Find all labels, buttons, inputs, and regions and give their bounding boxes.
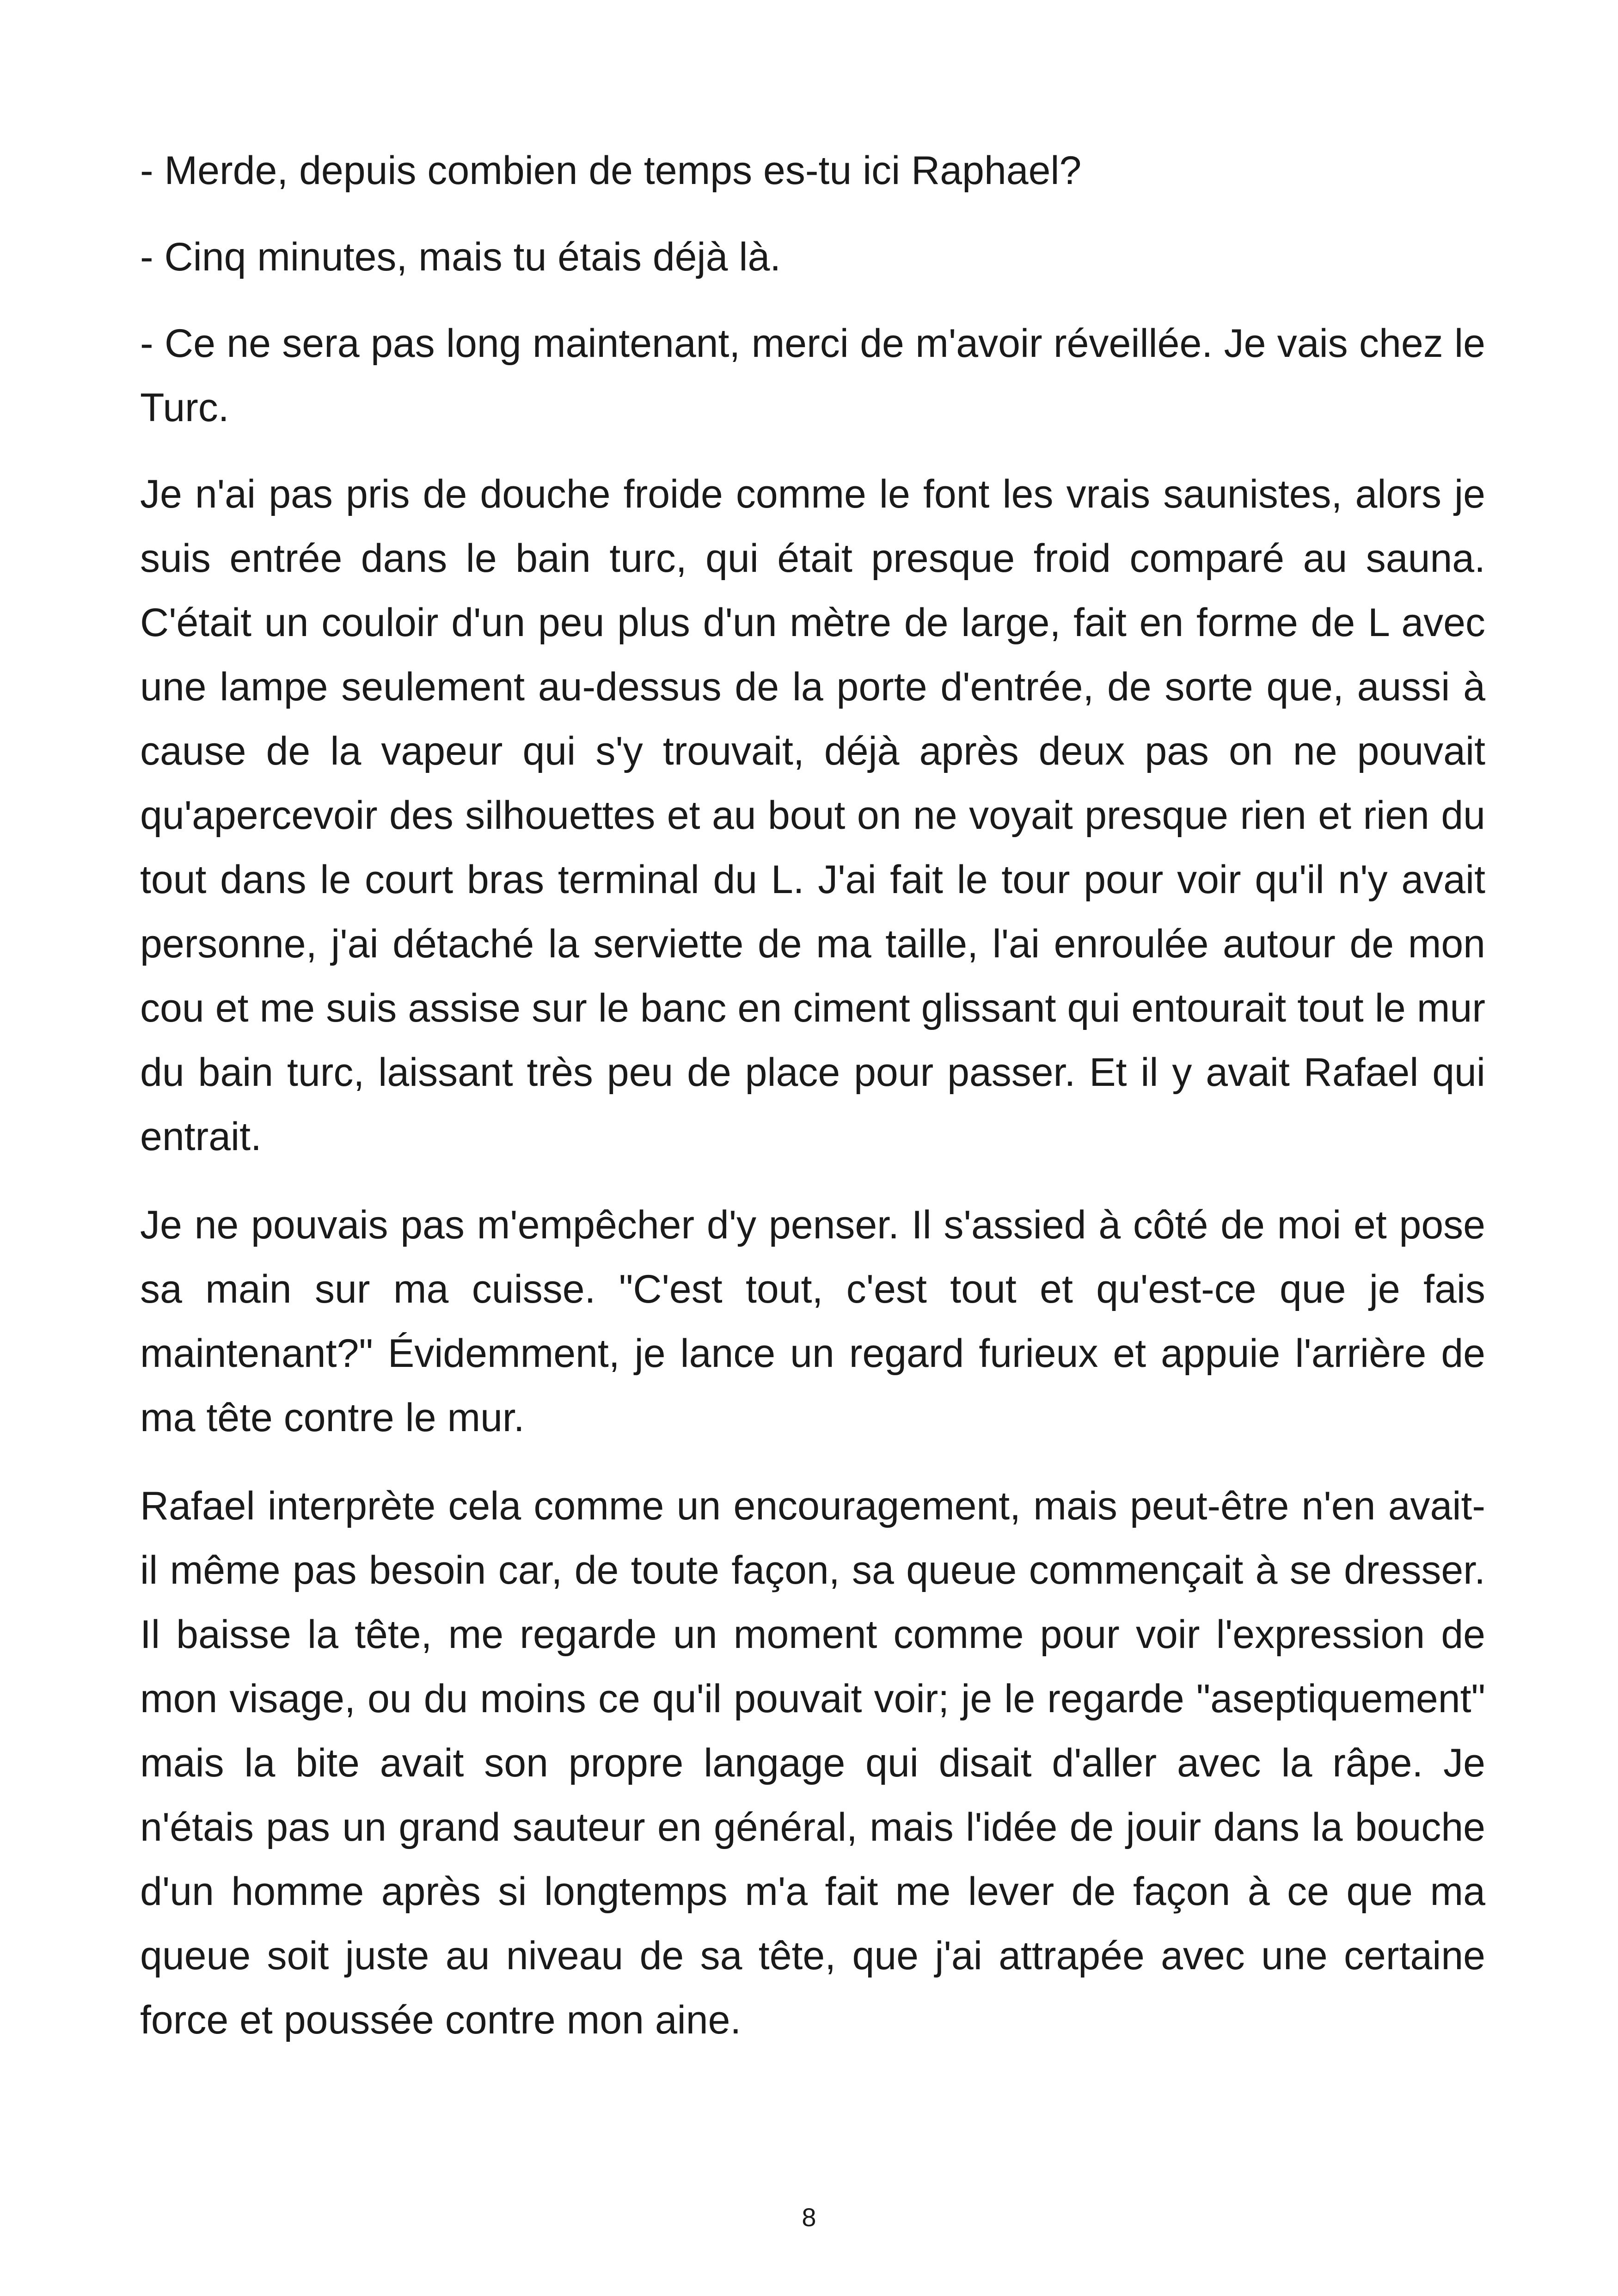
page-body <box>140 139 1485 2076</box>
dialogue-line-2: - Cinq minutes, mais tu étais déjà là. <box>140 235 781 279</box>
paragraph-rafael-assis: Je ne pouvais pas m'empêcher d'y penser. Il s'assied à côté de moi et pose sa main sur ma cuisse. "C'est tout, c'est tout et qu'est-ce que je fais maintenant?" Évidemment, je lance un regard furieux et appuie l'arrière de ma tête contre le mur. <box>140 1203 1485 1440</box>
paragraph-bain-turc: Je n'ai pas pris de douche froide comme le font les vrais saunistes, alors je suis entrée dans le bain turc, qui était presque froid comparé au sauna. C'était un couloir d'un peu plus d'un mètre de large, fait en forme de L avec une lampe seulement au-dessus de la porte d'entrée, de sorte que, aussi à cause de la vapeur qui s'y trouvait, déjà après deux pas on ne pouvait qu'apercevoir des silhouettes et au bout on ne voyait presque rien et rien du tout dans le court bras terminal du L. J'ai fait le tour pour voir qu'il n'y avait personne, j'ai détaché la serviette de ma taille, l'ai enroulée autour de mon cou et me suis assise sur le banc en ciment glissant qui entourait tout le mur du bain turc, laissant très peu de place pour passer. Et il y avait Rafael qui entrait. <box>140 472 1485 1159</box>
dialogue-line-3: - Ce ne sera pas long maintenant, merci de m'avoir réveillée. Je vais chez le Turc. <box>140 321 1485 430</box>
paragraph-encouragement: Rafael interprète cela comme un encouragement, mais peut-être n'en avait-il même pas besoin car, de toute façon, sa queue commençait à se dresser. Il baisse la tête, me regarde un moment comme pour voir l'expression de mon visage, ou du moins ce qu'il pouvait voir; je le regarde "aseptiquement" mais la bite avait son propre langage qui disait d'aller avec la râpe. Je n'étais pas un grand sauteur en général, mais l'idée de jouir dans la bouche d'un homme après si longtemps m'a fait me lever de façon à ce que ma queue soit juste au niveau de sa tête, que j'ai attrapée avec une certaine force et poussée contre mon aine. <box>140 1484 1485 2042</box>
page-number: 8 <box>802 2203 816 2232</box>
dialogue-line-1: - Merde, depuis combien de temps es-tu ici Raphael? <box>140 148 1082 193</box>
